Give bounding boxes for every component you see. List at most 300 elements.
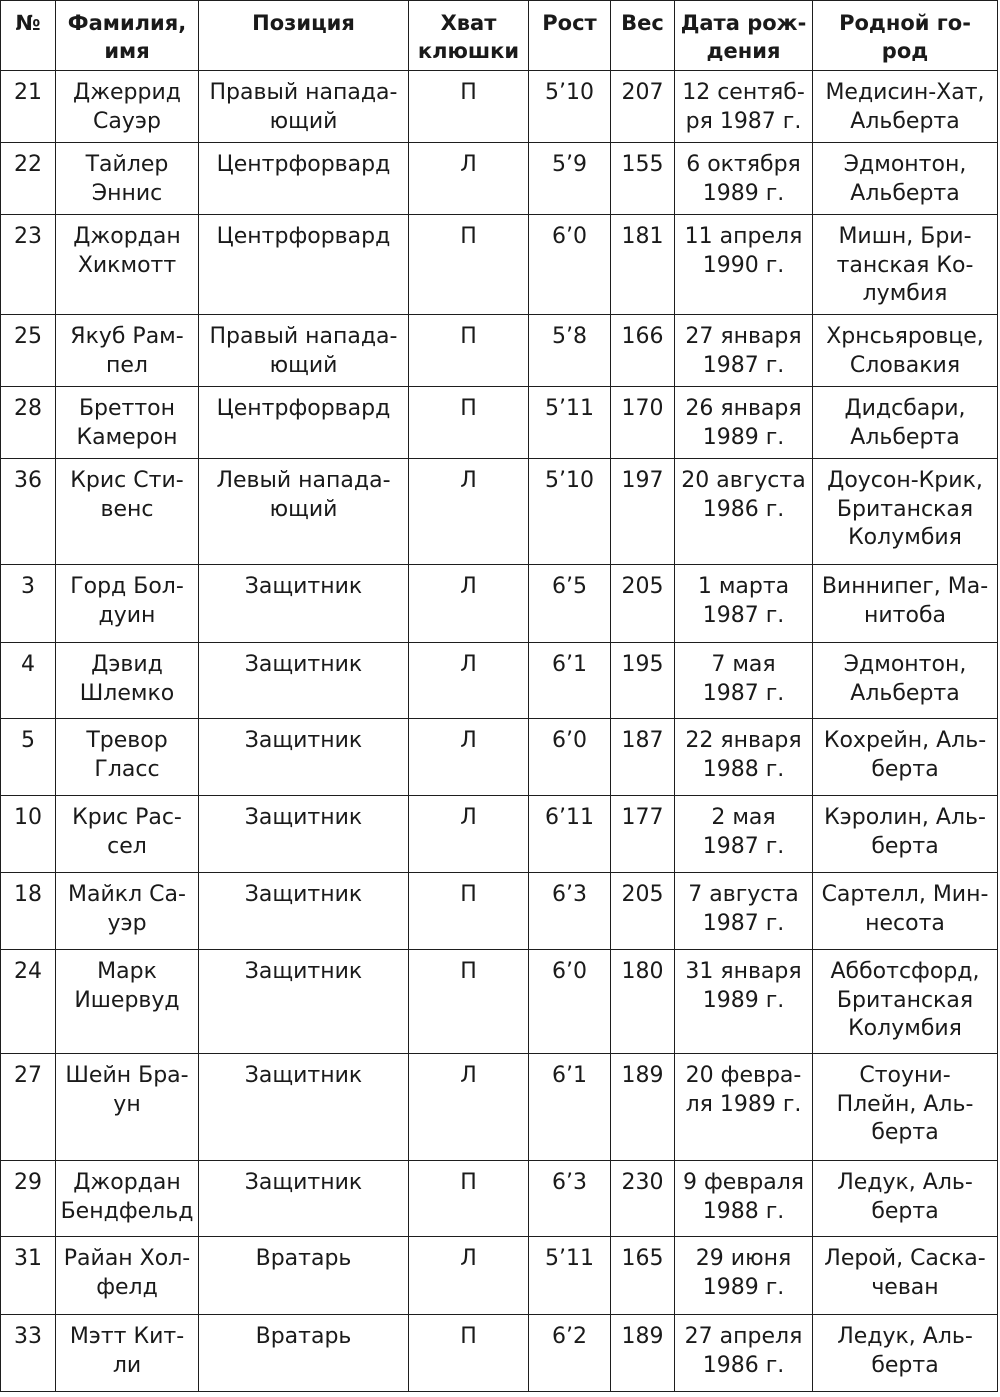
- cell-line: Эдмонтон,: [843, 152, 967, 177]
- cell-height: [529, 873, 611, 950]
- cell-line: П: [460, 324, 477, 349]
- cell-line: 166: [621, 324, 664, 349]
- cell-line: род: [881, 39, 929, 63]
- cell-line: Абботсфорд,: [830, 959, 980, 984]
- cell-line: Л: [460, 152, 477, 177]
- cell-line: 5’10: [545, 468, 594, 493]
- table-row: [1, 873, 998, 950]
- cell-line: Крис Сти-: [70, 468, 184, 493]
- cell-line: ющий: [269, 108, 338, 134]
- cell-line: 23: [14, 224, 42, 249]
- cell-line: Марк: [97, 959, 157, 984]
- header-birth-date: [675, 1, 813, 71]
- cell-number: [1, 1161, 56, 1237]
- cell-line: 27 января: [685, 324, 802, 349]
- cell-line: танская Ко-: [836, 252, 974, 278]
- cell-line: 1989 г.: [702, 424, 785, 450]
- cell-line: 155: [621, 152, 664, 177]
- cell-birth-date: [675, 459, 813, 565]
- cell-hometown: [813, 1315, 998, 1392]
- cell-line: 25: [14, 324, 42, 349]
- cell-line: Л: [460, 652, 477, 677]
- cell-line: 1990 г.: [702, 252, 785, 278]
- cell-line: 24: [14, 959, 42, 984]
- cell-position: [199, 459, 409, 565]
- cell-stick-hand: [409, 1161, 529, 1237]
- cell-line: Защитник: [244, 652, 363, 677]
- cell-line: 28: [14, 396, 42, 421]
- cell-name: [56, 1054, 199, 1161]
- cell-name: [56, 565, 199, 643]
- cell-line: 18: [14, 882, 42, 907]
- cell-birth-date: [675, 873, 813, 950]
- cell-line: Сартелл, Мин-: [821, 882, 989, 907]
- cell-line: Эдмонтон,: [843, 652, 967, 677]
- cell-weight: [611, 565, 675, 643]
- table-row: [1, 565, 998, 643]
- table-row: [1, 1237, 998, 1315]
- cell-line: 189: [621, 1324, 664, 1349]
- cell-line: Центрфорвард: [216, 224, 391, 249]
- table-row: [1, 143, 998, 215]
- cell-birth-date: [675, 143, 813, 215]
- cell-line: 1987 г.: [702, 833, 785, 859]
- cell-line: Л: [460, 468, 477, 493]
- cell-hometown: [813, 565, 998, 643]
- cell-weight: [611, 1315, 675, 1392]
- cell-line: Сауэр: [93, 108, 161, 134]
- cell-line: 177: [621, 805, 664, 830]
- cell-line: Правый напада-: [209, 324, 398, 349]
- cell-line: чеван: [871, 1274, 939, 1300]
- cell-line: Джеррид: [73, 80, 181, 105]
- cell-line: Горд Бол-: [70, 574, 184, 599]
- cell-line: П: [460, 224, 477, 249]
- cell-line: Защитник: [244, 728, 363, 753]
- cell-number: [1, 873, 56, 950]
- cell-line: 33: [14, 1324, 42, 1349]
- cell-line: 2 мая: [711, 805, 776, 830]
- cell-weight: [611, 71, 675, 143]
- cell-position: [199, 565, 409, 643]
- cell-stick-hand: [409, 387, 529, 459]
- cell-stick-hand: [409, 1054, 529, 1161]
- cell-name: [56, 1315, 199, 1392]
- cell-line: берта: [871, 1352, 939, 1378]
- cell-line: Вратарь: [255, 1324, 352, 1349]
- cell-number: [1, 143, 56, 215]
- cell-line: Райан Хол-: [63, 1246, 191, 1271]
- header-row: [1, 1, 998, 71]
- cell-line: 197: [621, 468, 664, 493]
- cell-line: 5’11: [545, 396, 594, 421]
- cell-name: [56, 1161, 199, 1237]
- cell-line: Ледук, Аль-: [837, 1170, 973, 1195]
- table-row: [1, 1054, 998, 1161]
- cell-line: 29: [14, 1170, 42, 1195]
- header-hometown: [813, 1, 998, 71]
- cell-line: 3: [21, 574, 35, 599]
- cell-line: Хрнсьяровце,: [826, 324, 984, 349]
- cell-weight: [611, 1054, 675, 1161]
- cell-position: [199, 873, 409, 950]
- cell-line: Защитник: [244, 574, 363, 599]
- cell-birth-date: [675, 215, 813, 315]
- cell-height: [529, 1315, 611, 1392]
- cell-stick-hand: [409, 719, 529, 796]
- cell-line: П: [460, 1170, 477, 1195]
- cell-line: ун: [113, 1091, 141, 1117]
- cell-line: 6’1: [552, 652, 587, 677]
- cell-line: 36: [14, 468, 42, 493]
- cell-name: [56, 796, 199, 873]
- cell-position: [199, 387, 409, 459]
- cell-line: Мэтт Кит-: [69, 1324, 185, 1349]
- cell-line: Тревор: [86, 728, 168, 753]
- cell-line: пел: [106, 352, 148, 378]
- cell-line: Защитник: [244, 882, 363, 907]
- cell-line: Майкл Са-: [68, 882, 186, 907]
- cell-position: [199, 71, 409, 143]
- cell-weight: [611, 873, 675, 950]
- cell-line: 20 августа: [681, 468, 806, 493]
- cell-weight: [611, 459, 675, 565]
- cell-line: Британская: [836, 496, 974, 522]
- table-row: [1, 950, 998, 1054]
- cell-hometown: [813, 387, 998, 459]
- cell-line: Л: [460, 728, 477, 753]
- cell-line: Стоуни-: [859, 1063, 951, 1088]
- cell-line: Левый напада-: [216, 468, 391, 493]
- header-weight: [611, 1, 675, 71]
- cell-line: Кэролин, Аль-: [824, 805, 986, 830]
- cell-line: Бреттон: [78, 396, 176, 421]
- cell-number: [1, 643, 56, 719]
- cell-line: клюшки: [417, 39, 520, 63]
- table-row: [1, 215, 998, 315]
- cell-line: 22 января: [685, 728, 802, 753]
- cell-line: Альберта: [850, 424, 960, 450]
- cell-line: №: [15, 11, 41, 35]
- cell-stick-hand: [409, 643, 529, 719]
- cell-line: 181: [621, 224, 664, 249]
- cell-line: Гласс: [94, 756, 160, 782]
- cell-birth-date: [675, 719, 813, 796]
- table-row: [1, 387, 998, 459]
- cell-line: Британская: [836, 987, 974, 1013]
- cell-line: 1989 г.: [702, 987, 785, 1013]
- cell-hometown: [813, 143, 998, 215]
- cell-position: [199, 143, 409, 215]
- cell-line: 1987 г.: [702, 680, 785, 706]
- cell-weight: [611, 315, 675, 387]
- cell-line: 6’5: [552, 574, 587, 599]
- cell-line: Л: [460, 1063, 477, 1088]
- header-height: [529, 1, 611, 71]
- cell-line: Центрфорвард: [216, 396, 391, 421]
- cell-line: Л: [460, 1246, 477, 1271]
- header-stick-hand: [409, 1, 529, 71]
- cell-stick-hand: [409, 565, 529, 643]
- cell-number: [1, 719, 56, 796]
- cell-line: 21: [14, 80, 42, 105]
- cell-line: 7 августа: [688, 882, 799, 907]
- cell-number: [1, 71, 56, 143]
- cell-line: Центрфорвард: [216, 152, 391, 177]
- cell-line: Шлемко: [79, 680, 175, 706]
- cell-number: [1, 796, 56, 873]
- cell-hometown: [813, 459, 998, 565]
- cell-position: [199, 1315, 409, 1392]
- cell-line: берта: [871, 833, 939, 859]
- cell-hometown: [813, 643, 998, 719]
- cell-line: 31: [14, 1246, 42, 1271]
- cell-line: П: [460, 1324, 477, 1349]
- cell-height: [529, 143, 611, 215]
- cell-height: [529, 71, 611, 143]
- cell-line: П: [460, 882, 477, 907]
- cell-stick-hand: [409, 1237, 529, 1315]
- cell-line: Доусон-Крик,: [827, 468, 983, 493]
- cell-position: [199, 796, 409, 873]
- cell-line: Рост: [542, 11, 597, 35]
- table-row: [1, 71, 998, 143]
- cell-number: [1, 387, 56, 459]
- cell-name: [56, 459, 199, 565]
- cell-line: Джордан: [73, 224, 181, 249]
- cell-height: [529, 1237, 611, 1315]
- cell-line: 6’0: [552, 224, 587, 249]
- cell-stick-hand: [409, 215, 529, 315]
- cell-number: [1, 1315, 56, 1392]
- cell-line: П: [460, 959, 477, 984]
- cell-name: [56, 387, 199, 459]
- cell-line: Камерон: [76, 424, 178, 450]
- cell-line: 6’2: [552, 1324, 587, 1349]
- cell-name: [56, 950, 199, 1054]
- cell-birth-date: [675, 950, 813, 1054]
- cell-line: Лерой, Саска-: [824, 1246, 986, 1271]
- cell-line: 6’3: [552, 1170, 587, 1195]
- cell-hometown: [813, 796, 998, 873]
- cell-position: [199, 315, 409, 387]
- cell-line: 5’10: [545, 80, 594, 105]
- cell-line: Фамилия,: [67, 11, 187, 35]
- cell-line: Альберта: [850, 180, 960, 206]
- cell-line: 205: [621, 882, 664, 907]
- cell-position: [199, 719, 409, 796]
- cell-line: несота: [865, 910, 945, 936]
- cell-line: венс: [100, 496, 154, 522]
- cell-line: Якуб Рам-: [70, 324, 184, 349]
- cell-stick-hand: [409, 315, 529, 387]
- cell-height: [529, 215, 611, 315]
- cell-line: 29 июня: [695, 1246, 792, 1271]
- cell-line: 11 апреля: [684, 224, 803, 249]
- table-row: [1, 1161, 998, 1237]
- cell-height: [529, 387, 611, 459]
- cell-line: 1 марта: [697, 574, 790, 599]
- cell-line: 27 апреля: [684, 1324, 803, 1349]
- table-row: [1, 796, 998, 873]
- cell-height: [529, 315, 611, 387]
- cell-stick-hand: [409, 1315, 529, 1392]
- cell-hometown: [813, 1237, 998, 1315]
- cell-line: Правый напада-: [209, 80, 398, 105]
- cell-position: [199, 1161, 409, 1237]
- cell-line: 22: [14, 152, 42, 177]
- cell-line: 20 февра-: [685, 1063, 802, 1088]
- cell-height: [529, 1161, 611, 1237]
- cell-line: Дэвид: [91, 652, 163, 677]
- cell-line: 170: [621, 396, 664, 421]
- cell-line: берта: [871, 756, 939, 782]
- cell-name: [56, 873, 199, 950]
- cell-line: фелд: [96, 1274, 158, 1300]
- cell-line: ли: [112, 1352, 142, 1378]
- cell-weight: [611, 215, 675, 315]
- cell-line: Словакия: [849, 352, 961, 378]
- header-number: [1, 1, 56, 71]
- cell-line: уэр: [107, 910, 147, 936]
- cell-line: 1986 г.: [702, 496, 785, 522]
- cell-line: П: [460, 396, 477, 421]
- cell-line: Шейн Бра-: [65, 1063, 189, 1088]
- cell-hometown: [813, 71, 998, 143]
- cell-stick-hand: [409, 796, 529, 873]
- cell-line: Крис Рас-: [72, 805, 182, 830]
- cell-line: Мишн, Бри-: [838, 224, 972, 249]
- cell-birth-date: [675, 643, 813, 719]
- cell-weight: [611, 796, 675, 873]
- cell-height: [529, 459, 611, 565]
- cell-line: имя: [104, 39, 150, 63]
- cell-position: [199, 643, 409, 719]
- cell-line: 26 января: [685, 396, 802, 421]
- table-body: [1, 71, 998, 1392]
- cell-line: Колумбия: [848, 1016, 962, 1041]
- cell-hometown: [813, 215, 998, 315]
- cell-line: 195: [621, 652, 664, 677]
- cell-line: ля 1989 г.: [685, 1091, 802, 1117]
- header-name: [56, 1, 199, 71]
- cell-line: 6 октября: [686, 152, 801, 177]
- cell-line: Кохрейн, Аль-: [823, 728, 987, 753]
- cell-line: Виннипег, Ма-: [821, 574, 989, 599]
- cell-line: Бендфельд: [60, 1198, 194, 1224]
- cell-line: 31 января: [685, 959, 802, 984]
- cell-birth-date: [675, 1054, 813, 1161]
- cell-name: [56, 719, 199, 796]
- cell-name: [56, 643, 199, 719]
- cell-line: Альберта: [850, 680, 960, 706]
- cell-line: Защитник: [244, 1063, 363, 1088]
- cell-line: 187: [621, 728, 664, 753]
- cell-line: П: [460, 80, 477, 105]
- cell-hometown: [813, 950, 998, 1054]
- cell-stick-hand: [409, 873, 529, 950]
- cell-line: 207: [621, 80, 664, 105]
- cell-name: [56, 143, 199, 215]
- cell-line: 165: [621, 1246, 664, 1271]
- cell-line: лумбия: [862, 281, 948, 306]
- table-row: [1, 1315, 998, 1392]
- cell-position: [199, 215, 409, 315]
- cell-height: [529, 796, 611, 873]
- table-row: [1, 459, 998, 565]
- cell-stick-hand: [409, 71, 529, 143]
- cell-line: 6’1: [552, 1063, 587, 1088]
- cell-line: Альберта: [850, 108, 960, 134]
- cell-number: [1, 950, 56, 1054]
- cell-line: Медисин-Хат,: [825, 80, 985, 105]
- cell-hometown: [813, 1161, 998, 1237]
- cell-line: Хват: [440, 11, 497, 35]
- cell-birth-date: [675, 1315, 813, 1392]
- cell-weight: [611, 1237, 675, 1315]
- cell-weight: [611, 1161, 675, 1237]
- cell-line: 230: [621, 1170, 664, 1195]
- cell-number: [1, 565, 56, 643]
- cell-height: [529, 643, 611, 719]
- cell-line: 1989 г.: [702, 180, 785, 206]
- cell-height: [529, 565, 611, 643]
- cell-stick-hand: [409, 143, 529, 215]
- cell-name: [56, 215, 199, 315]
- cell-weight: [611, 950, 675, 1054]
- cell-hometown: [813, 719, 998, 796]
- cell-line: 5: [21, 728, 35, 753]
- cell-line: Защитник: [244, 805, 363, 830]
- cell-line: Хикмотт: [77, 252, 177, 278]
- cell-line: 27: [14, 1063, 42, 1088]
- cell-line: ря 1987 г.: [685, 108, 802, 134]
- cell-hometown: [813, 315, 998, 387]
- cell-birth-date: [675, 387, 813, 459]
- cell-line: нитоба: [863, 602, 946, 628]
- table-row: [1, 719, 998, 796]
- cell-line: Плейн, Аль-: [836, 1091, 974, 1117]
- cell-name: [56, 315, 199, 387]
- cell-weight: [611, 143, 675, 215]
- cell-hometown: [813, 1054, 998, 1161]
- cell-line: Тайлер: [85, 152, 169, 177]
- cell-line: 1989 г.: [702, 1274, 785, 1300]
- cell-line: 6’3: [552, 882, 587, 907]
- cell-line: Дата рож-: [680, 11, 807, 35]
- cell-birth-date: [675, 796, 813, 873]
- cell-stick-hand: [409, 459, 529, 565]
- cell-line: 10: [14, 805, 42, 830]
- cell-line: 1987 г.: [702, 910, 785, 936]
- cell-height: [529, 719, 611, 796]
- cell-line: Вес: [621, 11, 664, 35]
- cell-height: [529, 950, 611, 1054]
- cell-position: [199, 1237, 409, 1315]
- cell-birth-date: [675, 1237, 813, 1315]
- cell-line: 1987 г.: [702, 602, 785, 628]
- cell-line: Ишервуд: [74, 987, 180, 1013]
- cell-line: 6’11: [545, 805, 594, 830]
- cell-line: Л: [460, 805, 477, 830]
- cell-number: [1, 1054, 56, 1161]
- cell-line: сел: [107, 833, 147, 859]
- cell-position: [199, 1054, 409, 1161]
- cell-line: 12 сентяб-: [682, 80, 805, 105]
- cell-line: берта: [871, 1120, 939, 1145]
- header-position: [199, 1, 409, 71]
- cell-line: 205: [621, 574, 664, 599]
